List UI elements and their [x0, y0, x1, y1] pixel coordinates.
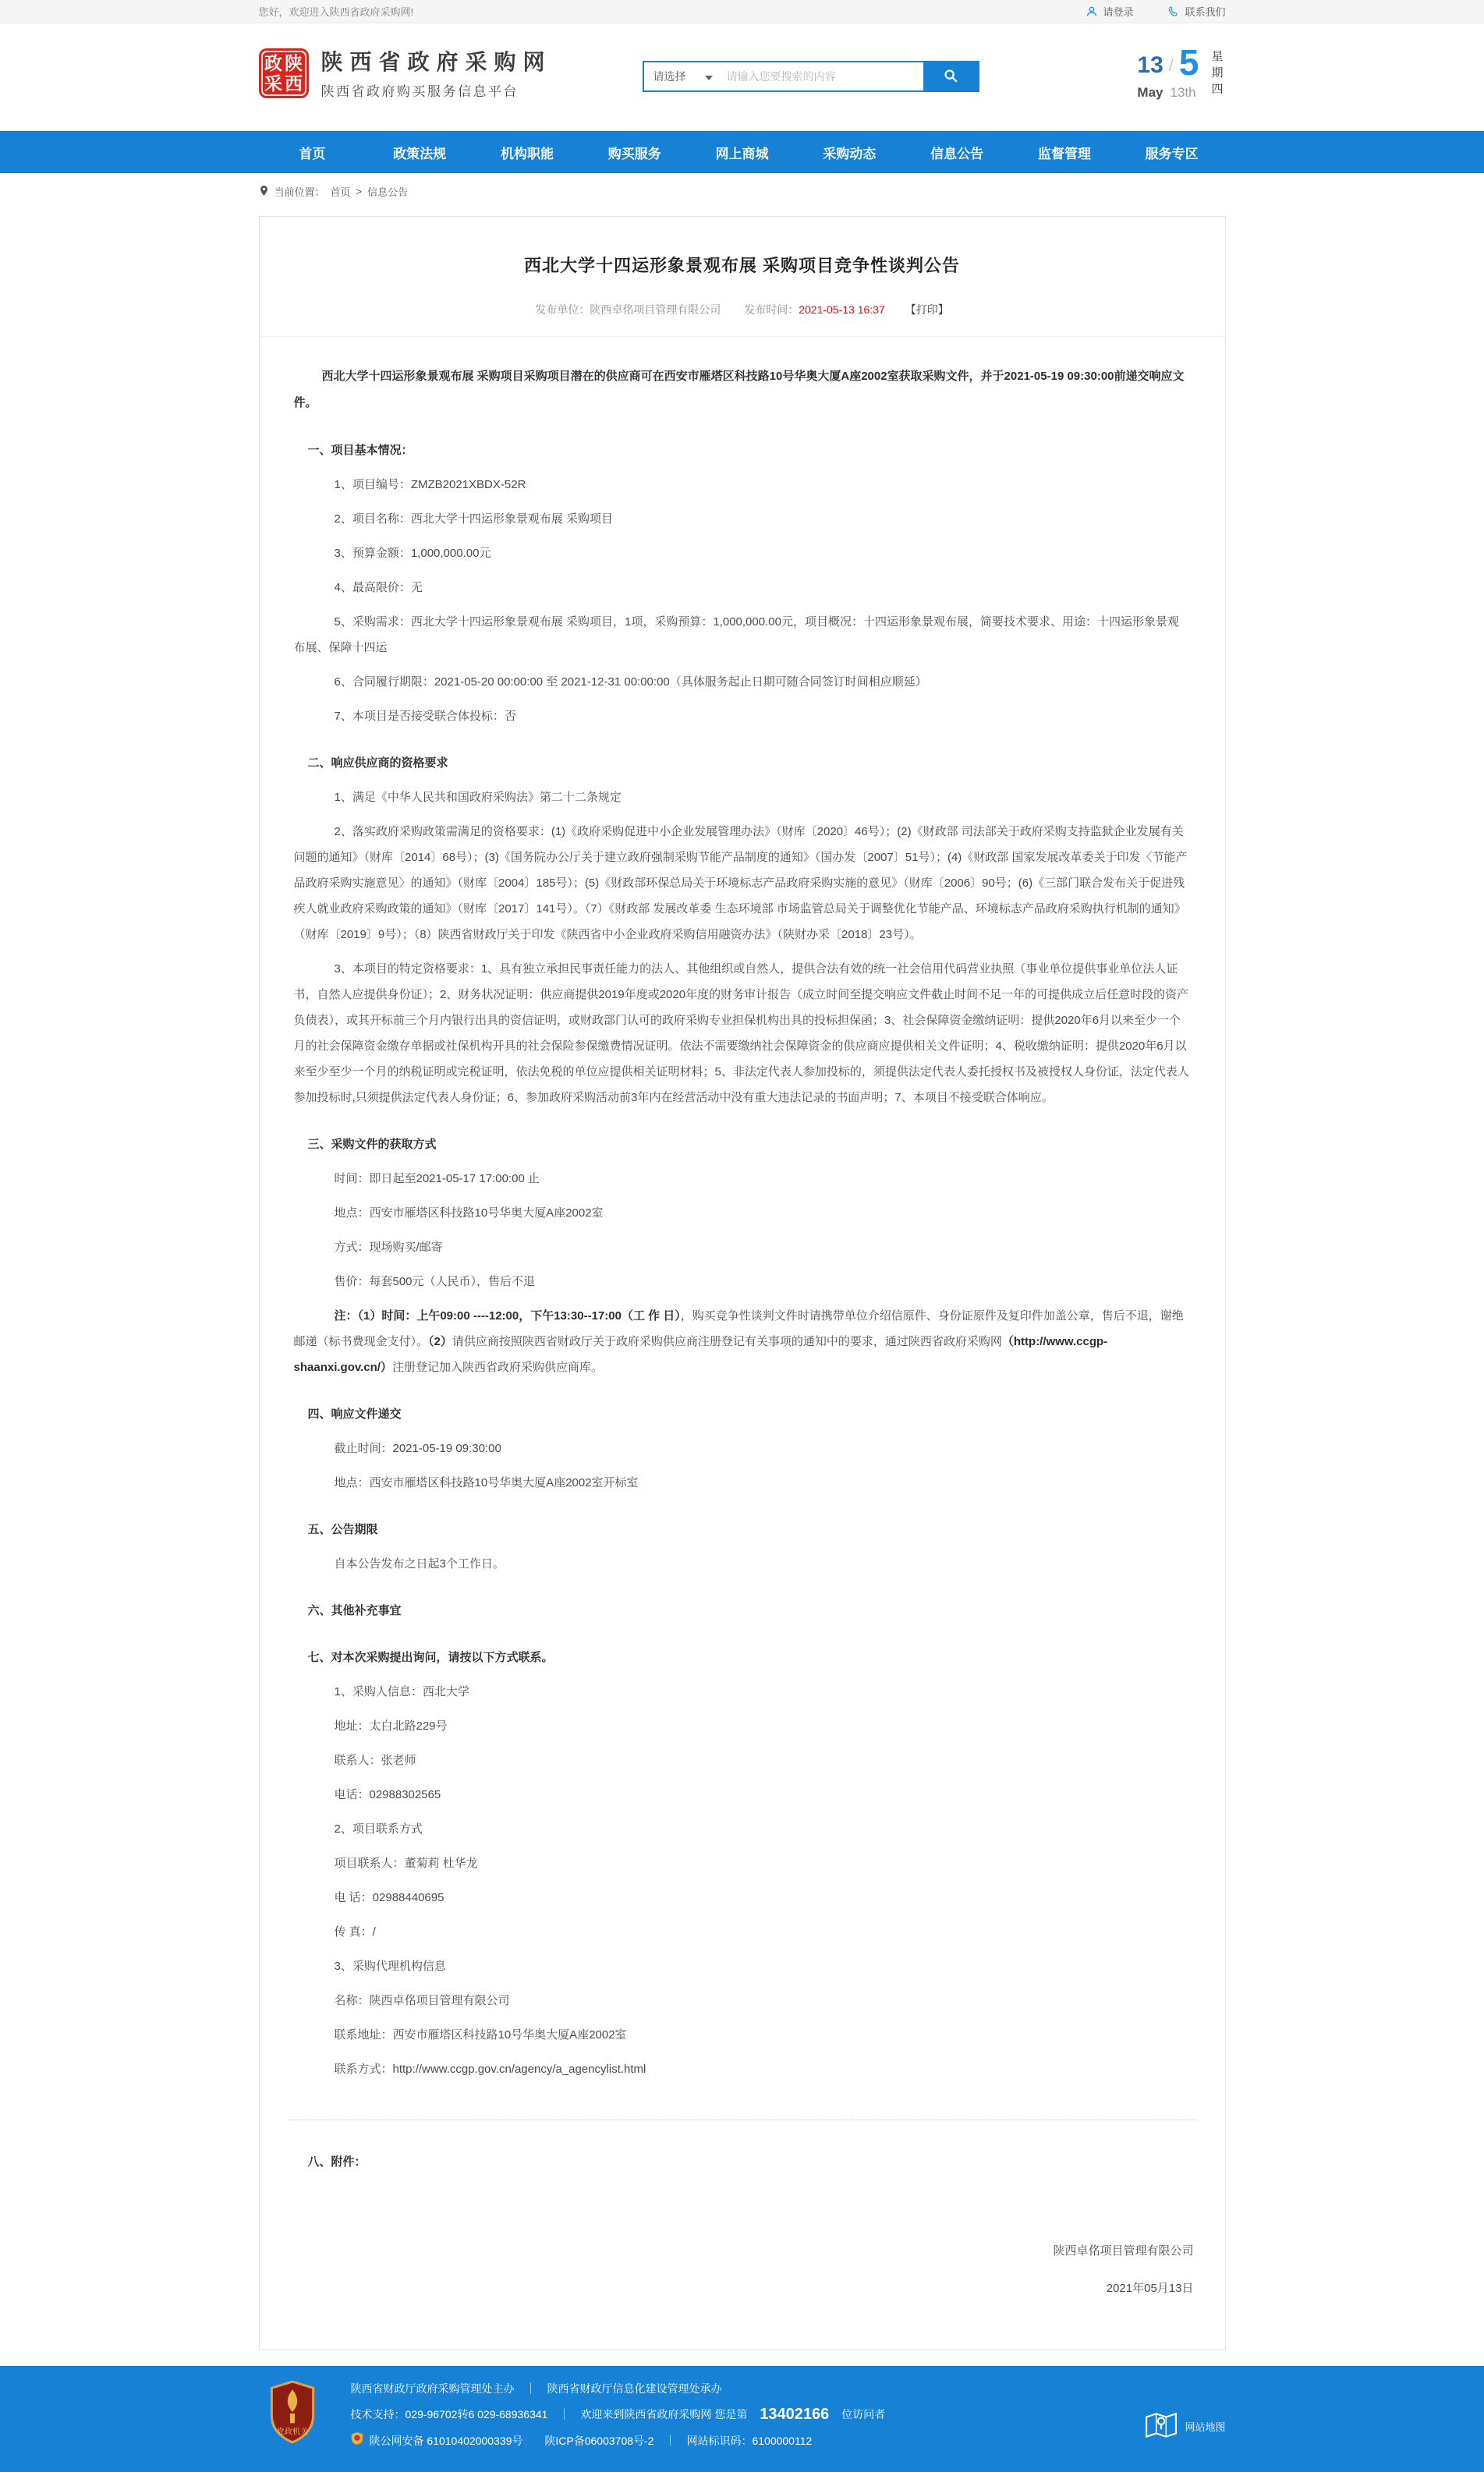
site-logo[interactable]: [259, 48, 552, 100]
nav-item-4[interactable]: 网上商城: [715, 146, 769, 161]
logo-char: 政: [264, 52, 282, 73]
nav-item-1[interactable]: 政策法规: [393, 146, 447, 161]
doc-paragraph: 联系人：张老师: [334, 1754, 416, 1767]
publisher-label: 发布单位：: [535, 303, 590, 316]
doc-paragraph: 电 话：02988440695: [334, 1891, 444, 1904]
emblem-label: 党政机关: [275, 2428, 309, 2437]
footer: [0, 2366, 1484, 2472]
search-input[interactable]: [721, 62, 923, 90]
welcome-text: 您好，欢迎进入陕西省政府采购网!: [258, 6, 414, 18]
doc-paragraph: 5、采购需求：西北大学十四运形象景观布展 采购项目，1项，采购预算：1,000,000.00元，项目概况：十四运形象景观布展，简要技术要求、用途：十四运形象景观布展、保障十四运: [293, 615, 1179, 654]
doc-paragraph: 1、项目编号：ZMZB2021XBDX-52R: [334, 478, 526, 491]
print-button[interactable]: 【打印】: [905, 303, 949, 316]
doc-paragraph: 2、项目联系方式: [334, 1822, 423, 1836]
main-navbar: [0, 131, 1484, 173]
doc-heading: 七、对本次采购提出询问，请按以下方式联系。: [307, 1651, 554, 1664]
doc-paragraph: 时间：即日起至2021-05-17 17:00:00 止: [334, 1172, 540, 1185]
user-icon: [1086, 5, 1098, 18]
doc-paragraph: 3、预算金额：1,000,000.00元: [334, 547, 491, 560]
search-category-select[interactable]: [644, 62, 721, 90]
signature-block: [260, 2183, 1225, 2350]
doc-paragraph: 自本公告发布之日起3个工作日。: [334, 1557, 505, 1571]
doc-paragraph: 名称：陕西卓佲项目管理有限公司: [334, 1994, 510, 2007]
topbar-links: [1086, 4, 1225, 19]
logo-char: 陕: [285, 52, 303, 73]
search-select-label: 请选择: [653, 70, 686, 83]
doc-paragraph: 西北大学十四运形象景观布展 采购项目采购项目潜在的供应商可在西安市雁塔区科技路10号华奥大厦A座2002室获取采购文件，并于2021-05-19 09:30:00前递交响应文件。: [293, 370, 1185, 409]
contact-label: 联系我们: [1185, 6, 1226, 18]
publisher-name: 陕西卓佲项目管理有限公司: [590, 303, 721, 316]
doc-paragraph: 1、采购人信息：西北大学: [334, 1685, 469, 1698]
breadcrumb: [259, 173, 1226, 199]
site-subtitle: 陕西省政府购买服务信息平台: [321, 84, 519, 99]
doc-paragraph: 2、项目名称：西北大学十四运形象景观布展 采购项目: [334, 512, 614, 526]
search-button[interactable]: [923, 62, 978, 90]
publish-time-label: 发布时间：: [744, 303, 799, 316]
footer-organizer-text: 陕西省财政厅政府采购管理处主办 ｜ 陕西省财政厅信息化建设管理处承办: [350, 2382, 722, 2395]
doc-paragraph: 地点：西安市雁塔区科技路10号华奥大厦A座2002室: [334, 1206, 604, 1220]
doc-heading: 八、附件：: [307, 2155, 367, 2169]
nav-item-6[interactable]: 信息公告: [930, 146, 984, 161]
doc-heading: 四、响应文件递交: [307, 1408, 402, 1421]
nav-item-0[interactable]: 首页: [299, 146, 326, 161]
doc-paragraph: 项目联系人：董菊莉 杜华龙: [334, 1857, 478, 1870]
location-pin-icon: [259, 185, 269, 199]
doc-heading: 三、采购文件的获取方式: [307, 1138, 437, 1151]
footer-support-pre: 技术支持：029-96702转6 029-68936341 ｜ 欢迎来到陕西省政府采购网 您是第: [350, 2408, 751, 2421]
doc-paragraph: 注：（1）时间：上午09:00 ----12:00，下午13:30--17:00（工 作 日），购买竞争性谈判文件时请携带单位介绍信原件、身份证原件及复印件加盖公章，售后不退，谢绝邮递（标书费现金支付）。（2）请供应商按照陕西省财政厅关于政府采购供应商注册登记有关事项的通知中的要求，通过陕西省政府采购网（http://www.ccgp-shaanxi.gov.cn/）注册登记加入陕西省政府采购供应商库。: [293, 1309, 1184, 1374]
doc-paragraph: 电话：02988302565: [334, 1788, 441, 1801]
doc-heading: 五、公告期限: [307, 1523, 378, 1536]
logo-char: 采: [264, 73, 282, 94]
footer-support-post: 位访问者: [838, 2408, 886, 2421]
doc-paragraph: 截止时间：2021-05-19 09:30:00: [334, 1442, 501, 1455]
publish-time: 2021-05-13 16:37: [799, 303, 885, 316]
contact-link[interactable]: [1167, 4, 1225, 19]
sitemap-label: 网站地图: [1185, 2421, 1226, 2433]
doc-heading: 一、项目基本情况：: [307, 444, 413, 457]
doc-paragraph: 4、最高限价：无: [334, 581, 423, 594]
visitor-count: 13402166: [760, 2406, 830, 2423]
footer-registration: [351, 2431, 1146, 2451]
breadcrumb-row: [0, 173, 1484, 216]
site-title: 陕西省政府采购网: [321, 50, 552, 74]
chevron-down-icon: [705, 70, 713, 83]
doc-paragraph: 3、采购代理机构信息: [334, 1960, 446, 1973]
nav-item-5[interactable]: 采购动态: [823, 146, 877, 161]
footer-organizer: [351, 2380, 1146, 2398]
login-label: 请登录: [1103, 6, 1134, 18]
doc-heading: 六、其他补充事宜: [307, 1604, 402, 1617]
date-weekday: 星期四: [1211, 50, 1224, 96]
topbar: [0, 0, 1484, 23]
footer-support: [351, 2406, 1146, 2424]
sitemap-link[interactable]: [1145, 2411, 1225, 2442]
logo-char: 西: [285, 73, 303, 94]
date-widget: [1137, 42, 1225, 101]
phone-icon: [1167, 5, 1180, 18]
doc-paragraph: 联系方式：http://www.ccgp.gov.cn/agency/a_agencylist.html: [334, 2063, 646, 2076]
doc-paragraph: 地址：太白北路229号: [334, 1719, 448, 1733]
article-title: 西北大学十四运形象景观布展 采购项目竞争性谈判公告: [523, 256, 961, 275]
date-month-number: 5: [1178, 42, 1199, 83]
main-nav: [259, 131, 1226, 173]
search-bar: [643, 61, 979, 92]
nav-item-8[interactable]: 服务专区: [1145, 146, 1199, 161]
doc-paragraph: 地点：西安市雁塔区科技路10号华奥大厦A座2002室开标室: [334, 1476, 639, 1489]
doc-paragraph: 6、合同履行期限：2021-05-20 00:00:00 至 2021-12-31 00:00:00（具体服务起止日期可随合同签订时间相应顺延）: [334, 675, 927, 689]
doc-body: [260, 337, 1225, 2175]
police-badge-icon: [351, 2431, 363, 2451]
doc-paragraph: 传 真：/: [334, 1925, 376, 1939]
site-header: [0, 23, 1484, 131]
date-day-ordinal: 13th: [1170, 85, 1196, 100]
doc-paragraph: 联系地址：西安市雁塔区科技路10号华奥大厦A座2002室: [334, 2028, 627, 2042]
doc-paragraph: 售价：每套500元（人民币），售后不退: [334, 1275, 536, 1288]
article-box: [259, 216, 1226, 2350]
government-emblem-icon: [268, 2380, 320, 2448]
footer-text: [351, 2380, 1146, 2459]
breadcrumb-current[interactable]: 信息公告: [367, 186, 409, 198]
article-meta: [260, 302, 1225, 337]
breadcrumb-prefix: 当前位置：: [274, 186, 325, 198]
footer-registration-text: 陕公网安备 61010402000339号 陕ICP备06003708号-2 ｜ 网站标识码：6100000112: [369, 2435, 813, 2447]
breadcrumb-separator: >: [356, 186, 363, 197]
breadcrumb-home[interactable]: 首页: [330, 186, 351, 198]
date-separator: /: [1168, 55, 1174, 75]
signature-date: 2021年05月13日: [1106, 2282, 1194, 2295]
logo-seal-icon: [259, 48, 309, 98]
signature-company: 陕西卓佲项目管理有限公司: [1053, 2244, 1194, 2258]
nav-item-3[interactable]: 购买服务: [607, 146, 661, 161]
map-icon: [1145, 2411, 1178, 2442]
doc-paragraph: 1、满足《中华人民共和国政府采购法》第二十二条规定: [334, 791, 622, 804]
nav-item-2[interactable]: 机构职能: [500, 146, 554, 161]
login-link[interactable]: [1086, 4, 1133, 19]
doc-paragraph: 方式：现场购买/邮寄: [334, 1241, 443, 1254]
date-day: 13: [1137, 52, 1163, 78]
doc-paragraph: 3、本项目的特定资格要求：1、具有独立承担民事责任能力的法人、其他组织或自然人，提供合法有效的统一社会信用代码营业执照（事业单位提供事业单位法人证书，自然人应提供身份证）；2、财务状况证明：供应商提供2019年度或2020年度的财务审计报告（成立时间至提交响应文件截止时间不足一年的可提供成立后任意时段的资产负债表），或其开标前三个月内银行出具的资信证明，或财政部门认可的政府采购专业担保机构出具的投标担保函；3、社会保障资金缴纳证明：提供2020年6月以来至少一个月的社会保障资金缴存单据或社保机构开具的社会保险参保缴费情况证明。依法不需要缴纳社会保障资金的供应商应提供相关文件证明；4、税收缴纳证明：提供2020年6月以来至少至少一个月的纳税证明或完税证明，依法免税的单位应提供相关证明材料；5、非法定代表人参加投标的，须提供法定代表人委托授权书及被授权人身份证，法定代表人参加投标时,只须提供法定代表人身份证；6、参加政府采购活动前3年内在经营活动中没有重大违法记录的书面声明；7、本项目不接受联合体响应。: [293, 962, 1189, 1104]
search-icon: [942, 67, 959, 87]
nav-item-7[interactable]: 监督管理: [1037, 146, 1091, 161]
doc-paragraph: 2、落实政府采购政策需满足的资格要求：(1)《政府采购促进中小企业发展管理办法》（财库〔2020〕46号）；(2)《财政部 司法部关于政府采购支持监狱企业发展有关问题的通知》（财库〔2014〕68号）；(3)《国务院办公厅关于建立政府强制采购节能产品制度的通知》（国办发〔2007〕51号）；(4)《财政部 国家发展改革委关于印发〈节能产品政府采购实施意见〉的通知》（财库〔2004〕185号）；(5)《财政部环保总局关于环境标志产品政府采购实施的意见》（财库〔2006〕90号；(6)《三部门联合发布关于促进残疾人就业政府采购政策的通知》（财库〔2017〕141号）。（7）《财政部 发展改革委 生态环境部 市场监管总局关于调整优化节能产品、环境标志产品政府采购执行机制的通知》（财库〔2019〕9号）；（8）陕西省财政厅关于印发《陕西省中小企业政府采购信用融资办法》（陕财办采〔2018〕23号）。: [293, 825, 1188, 941]
doc-heading: 二、响应供应商的资格要求: [307, 756, 448, 770]
date-month-name: May: [1137, 85, 1163, 100]
doc-paragraph: 7、本项目是否接受联合体投标：否: [334, 710, 516, 723]
